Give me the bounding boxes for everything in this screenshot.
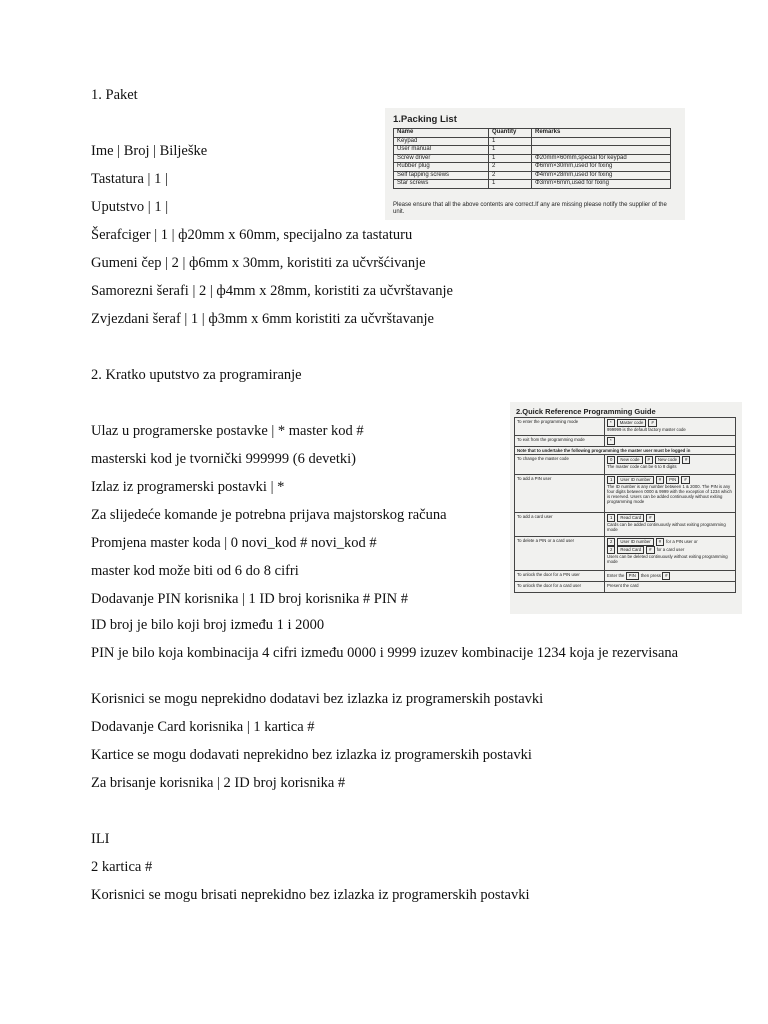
table-cell: User manual <box>394 146 489 155</box>
key-tag: Read Card <box>617 546 644 554</box>
instruction-cell <box>605 436 736 447</box>
key-tag: 2 <box>607 538 615 546</box>
section-1-heading: 1. Paket <box>91 87 138 103</box>
packing-line-star-screw: Zvjezdani šeraf | 1 | ф3mm x 6mm koristiti za učvrštavanje <box>91 311 434 327</box>
table-cell: Star screws <box>394 180 489 189</box>
table-row <box>515 455 736 475</box>
table-cell: Self tapping screws <box>394 171 489 180</box>
instruction-text: The ID number is any number between 1 & 2000. The PIN is any four digits between 0000 & 9999 with the exception of 1234 which is reserved. Users can be added continuously without exiting programming mode <box>607 484 732 504</box>
instruction-cell <box>605 537 736 571</box>
table-row <box>394 180 671 189</box>
instruction-text: Users can be deleted continuously without exiting programming mode <box>607 554 728 564</box>
packing-line-tapping-screws: Samorezni šerafi | 2 | ф4mm x 28mm, koristiti za učvrštavanje <box>91 283 453 299</box>
key-tag: # <box>681 476 689 484</box>
guide-line: Dodavanje PIN korisnika | 1 ID broj korisnika # PIN # <box>91 591 409 607</box>
column-header: Quantity <box>489 129 532 138</box>
key-tag: # <box>656 476 664 484</box>
packing-line-manual: Uputstvo | 1 | <box>91 199 169 215</box>
guide-line: Za brisanje korisnika | 2 ID broj korisnika # <box>91 775 346 791</box>
key-tag: # <box>648 419 656 427</box>
instruction-text: for a PIN user or <box>666 539 698 544</box>
table-row <box>394 171 671 180</box>
instruction-text: 999999 is the default factory master code <box>607 427 686 432</box>
table-cell: Φ3mm×6mm,used for fixing <box>532 180 671 189</box>
quick-reference-title: 2.Quick Reference Programming Guide <box>516 407 656 416</box>
operation-cell: To add a PIN user <box>515 475 605 513</box>
column-header: Remarks <box>532 129 671 138</box>
packing-line-screwdriver: Šerafciger | 1 | ф20mm x 60mm, specijalno za tastaturu <box>91 227 413 243</box>
packing-list-note: Please ensure that all the above contents are correct.If any are missing please notify the supplier of the unit. <box>393 202 667 215</box>
instruction-cell: Present the card <box>605 582 736 593</box>
key-tag: Read Card <box>617 514 644 522</box>
guide-line: Za slijedeće komande je potrebna prijava majstorskog računa <box>91 507 447 523</box>
instruction-text: Enter the <box>607 573 625 578</box>
guide-line: 2 kartica # <box>91 859 153 875</box>
key-tag: # <box>682 456 690 464</box>
key-tag: # <box>645 456 653 464</box>
table-row <box>515 571 736 582</box>
key-tag: 1 <box>607 514 615 522</box>
packing-line-rubber-plug: Gumeni čep | 2 | ф6mm x 30mm, koristiti za učvršćivanje <box>91 255 426 271</box>
table-row <box>515 436 736 447</box>
table-cell: Keypad <box>394 137 489 146</box>
table-row <box>394 163 671 172</box>
guide-line: Korisnici se mogu neprekidno dodatavi bez izlazka iz programerskih postavki <box>91 691 544 707</box>
instruction-text: The master code can be 6 to 8 digits <box>607 464 677 469</box>
note-cell: Note that to undertake the following programming the master user must be logged in <box>515 447 736 455</box>
table-cell <box>532 137 671 146</box>
table-row <box>515 418 736 436</box>
key-tag: # <box>656 538 664 546</box>
table-cell: 1 <box>489 154 532 163</box>
guide-line: Kartice se mogu dodavati neprekidno bez izlazka iz programerskih postavki <box>91 747 532 763</box>
table-row <box>394 154 671 163</box>
operation-cell: To enter the programming mode <box>515 418 605 436</box>
packing-header-line: Ime | Broj | Bilješke <box>91 143 208 159</box>
guide-line: Dodavanje Card korisnika | 1 kartica # <box>91 719 315 735</box>
table-cell: Φ6mm×30mm,used for fixing <box>532 163 671 172</box>
key-tag: # <box>646 514 654 522</box>
key-tag: Master code <box>617 419 647 427</box>
operation-cell: To unlock the door for a PIN user <box>515 571 605 582</box>
table-row <box>515 447 736 455</box>
key-tag: New code <box>655 456 680 464</box>
table-row <box>515 537 736 571</box>
operation-cell: To change the master code <box>515 455 605 475</box>
table-cell: Screw driver <box>394 154 489 163</box>
key-tag: User ID number <box>617 538 653 546</box>
table-cell: Rubber plug <box>394 163 489 172</box>
table-cell: Φ4mm×28mm,used for fixing <box>532 171 671 180</box>
table-cell: 2 <box>489 171 532 180</box>
guide-line: Promjena master koda | 0 novi_kod # novi_kod # <box>91 535 377 551</box>
table-row <box>515 582 736 593</box>
instruction-cell <box>605 418 736 436</box>
key-tag: 2 <box>607 546 615 554</box>
guide-line: Korisnici se mogu brisati neprekidno bez izlazka iz programerskih postavki <box>91 887 530 903</box>
key-tag: PIN <box>626 572 639 580</box>
guide-line: master kod može biti od 6 do 8 cifri <box>91 563 299 579</box>
guide-line-or: ILI <box>91 831 110 847</box>
instruction-cell <box>605 571 736 582</box>
guide-line-wrapped: PIN je bilo koja kombinacija 4 cifri između 0000 i 9999 izuzev kombinacije 1234 koja je rezervisana <box>91 645 679 661</box>
guide-line: masterski kod je tvornički 999999 (6 devetki) <box>91 451 356 467</box>
quick-reference-table <box>514 417 736 593</box>
operation-cell: To delete a PIN or a card user <box>515 537 605 571</box>
column-header: Name <box>394 129 489 138</box>
table-header-row <box>394 129 671 138</box>
instruction-cell <box>605 513 736 537</box>
table-cell <box>532 146 671 155</box>
guide-line: Izlaz iz programerski postavki | * <box>91 479 285 495</box>
operation-cell: To add a card user <box>515 513 605 537</box>
table-row <box>515 475 736 513</box>
key-tag: PIN <box>666 476 679 484</box>
key-tag: New code <box>617 456 642 464</box>
quick-reference-scan <box>510 402 742 614</box>
table-cell: 1 <box>489 146 532 155</box>
key-tag: 0 <box>607 456 615 464</box>
key-tag: # <box>646 546 654 554</box>
packing-list-table <box>393 128 671 189</box>
packing-list-scan <box>385 108 685 220</box>
table-cell: 2 <box>489 163 532 172</box>
key-tag: 1 <box>607 476 615 484</box>
key-tag: User ID number <box>617 476 653 484</box>
packing-list-title: 1.Packing List <box>393 114 457 125</box>
instruction-cell <box>605 475 736 513</box>
table-row <box>515 513 736 537</box>
instruction-text: then press <box>640 573 661 578</box>
instruction-cell <box>605 455 736 475</box>
key-tag: * <box>607 437 615 445</box>
table-row <box>394 137 671 146</box>
table-cell: 1 <box>489 180 532 189</box>
key-tag: # <box>662 572 670 580</box>
guide-line: Ulaz u programerske postavke | * master kod # <box>91 423 364 439</box>
guide-line: ID broj je bilo koji broj između 1 i 2000 <box>91 617 325 633</box>
instruction-text: Cards can be added continuously without exiting programming mode <box>607 522 726 532</box>
section-2-heading: 2. Kratko uputstvo za programiranje <box>91 367 302 383</box>
table-cell: Φ20mm×60mm,special for keypad <box>532 154 671 163</box>
instruction-text: for a card user <box>656 547 685 552</box>
table-cell: 1 <box>489 137 532 146</box>
table-row <box>394 146 671 155</box>
packing-line-keypad: Tastatura | 1 | <box>91 171 168 187</box>
key-tag: * <box>607 419 615 427</box>
operation-cell: To unlock the door for a card user <box>515 582 605 593</box>
operation-cell: To exit from the programming mode <box>515 436 605 447</box>
